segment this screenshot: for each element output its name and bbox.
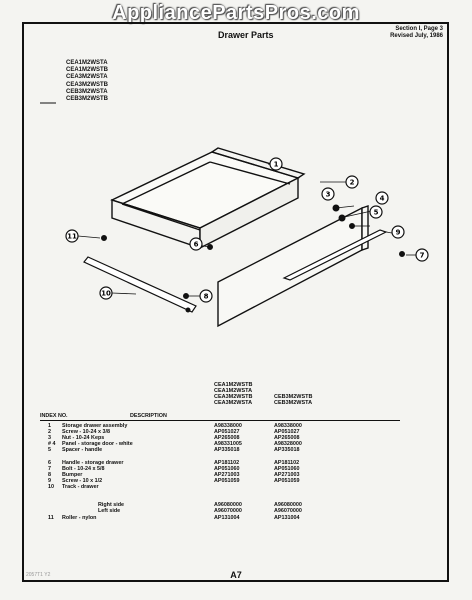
column-model: CEA3M2WSTB [214, 394, 253, 400]
description-cell: Bumper [62, 472, 83, 478]
part-number-cell: AP131004 [214, 515, 240, 521]
column-model: CEB3M2WSTA [274, 400, 313, 406]
svg-text:9: 9 [395, 228, 401, 237]
index-cell: 2 [48, 429, 51, 435]
description-cell: Nut - 10-24 Keps [62, 435, 105, 441]
section-label: Section I, Page 3 [395, 26, 443, 32]
index-cell: 10 [48, 484, 54, 490]
callout-3 [322, 188, 334, 200]
callout-2 [346, 176, 358, 188]
part-number-cell: AP335018 [214, 447, 240, 453]
svg-text:6: 6 [193, 240, 199, 249]
index-cell: 11 [48, 515, 54, 521]
part-number-cell: AP051059 [214, 478, 240, 484]
part-number-cell: AP265008 [274, 435, 300, 441]
index-header: INDEX NO. [40, 413, 68, 419]
part-number-cell: AP051027 [274, 429, 300, 435]
svg-text:4: 4 [379, 194, 385, 203]
description-cell: Spacer - handle [62, 447, 103, 453]
callout-10 [100, 287, 112, 299]
callout-4 [376, 192, 388, 204]
description-cell: Screw - 10 x 1/2 [62, 478, 103, 484]
column-models-1 [214, 382, 253, 406]
model-item: CEA3M2WSTA [66, 74, 108, 81]
callout-5 [370, 206, 382, 218]
column-model: CEA1M2WSTA [214, 388, 253, 394]
model-item: CEA1M2WSTB [66, 67, 109, 74]
description-cell: Screw - 10-24 x 3/8 [62, 429, 110, 435]
callout-8 [200, 290, 212, 302]
exploded-drawer-diagram [40, 100, 440, 330]
description-cell: Panel - storage door - white [62, 441, 133, 447]
part-number-cell: A96070000 [214, 508, 242, 514]
section-info [390, 26, 443, 40]
model-leader-lines [40, 100, 56, 103]
part-number-cell: A98338000 [274, 423, 302, 429]
description-cell: Roller - nylon [62, 515, 97, 521]
svg-text:11: 11 [67, 232, 77, 241]
page-number: A7 [230, 570, 242, 580]
watermark-text: AppliancePartsPros.com [112, 2, 360, 24]
description-cell: Right side [98, 502, 125, 508]
index-cell: 9 [48, 478, 51, 484]
svg-text:8: 8 [203, 292, 209, 301]
svg-text:5: 5 [373, 208, 379, 217]
part-number-cell: AP265008 [214, 435, 240, 441]
description-cell: Storage drawer assembly [62, 423, 128, 429]
drawer-track [84, 257, 196, 312]
index-cell: 1 [48, 423, 51, 429]
index-cell: 8 [48, 472, 51, 478]
index-cell: # 4 [48, 441, 56, 447]
svg-text:7: 7 [419, 251, 425, 260]
callout-7 [416, 249, 428, 261]
description-cell: Bolt - 10-24 x 5/8 [62, 466, 105, 472]
part-number-cell: A96080000 [274, 502, 302, 508]
revised-date: Revised July, 1986 [390, 33, 443, 39]
description-cell: Left side [98, 508, 121, 514]
part-number-cell: A96080000 [214, 502, 242, 508]
model-list [66, 60, 108, 103]
part-number-cell: A98338000 [214, 423, 242, 429]
index-cell: 6 [48, 460, 51, 466]
part-number-cell: AP051060 [214, 466, 240, 472]
model-item: CEB3M2WSTA [66, 88, 108, 95]
index-cell: 5 [48, 447, 51, 453]
callout-11 [66, 230, 78, 242]
model-item: CEA3M2WSTB [66, 81, 109, 88]
part-number-cell: A96070000 [274, 508, 302, 514]
part-number-cell: AP335018 [274, 447, 300, 453]
column-model: CEA1M2WSTB [214, 382, 253, 388]
model-item: CEA1M2WSTA [66, 60, 108, 66]
callout-6 [190, 238, 202, 250]
column-model: CEA3M2WSTA [214, 400, 253, 406]
model-item: CEB3M2WSTB [66, 95, 109, 102]
part-number-cell: AP051027 [214, 429, 240, 435]
part-number-cell: AP051060 [274, 466, 300, 472]
svg-text:3: 3 [325, 190, 331, 199]
column-models-2 [274, 394, 313, 406]
callout-1 [270, 158, 282, 170]
column-model: CEB3M2WSTB [274, 394, 313, 400]
description-cell: Handle - storage drawer [62, 460, 124, 466]
index-cell: 3 [48, 435, 51, 441]
callout-9 [392, 226, 404, 238]
svg-text:2: 2 [349, 178, 355, 187]
part-number-cell: AP271003 [214, 472, 240, 478]
description-cell: Track - drawer [62, 484, 99, 490]
table-header [40, 412, 400, 421]
part-number-cell: AP131004 [274, 515, 300, 521]
part-number-cell: AP271003 [274, 472, 300, 478]
description-header: DESCRIPTION [130, 413, 167, 419]
footer-code: 2057T1 Y2 [26, 572, 51, 578]
svg-text:10: 10 [101, 289, 111, 298]
part-number-cell: A98331005 [214, 441, 242, 447]
part-number-cell: AP051059 [274, 478, 300, 484]
svg-text:1: 1 [273, 160, 279, 169]
page-title: Drawer Parts [218, 30, 274, 40]
part-number-cell: AP181102 [274, 460, 300, 466]
index-cell: 7 [48, 466, 51, 472]
part-number-cell: A98328000 [274, 441, 302, 447]
part-number-cell: AP181102 [214, 460, 240, 466]
